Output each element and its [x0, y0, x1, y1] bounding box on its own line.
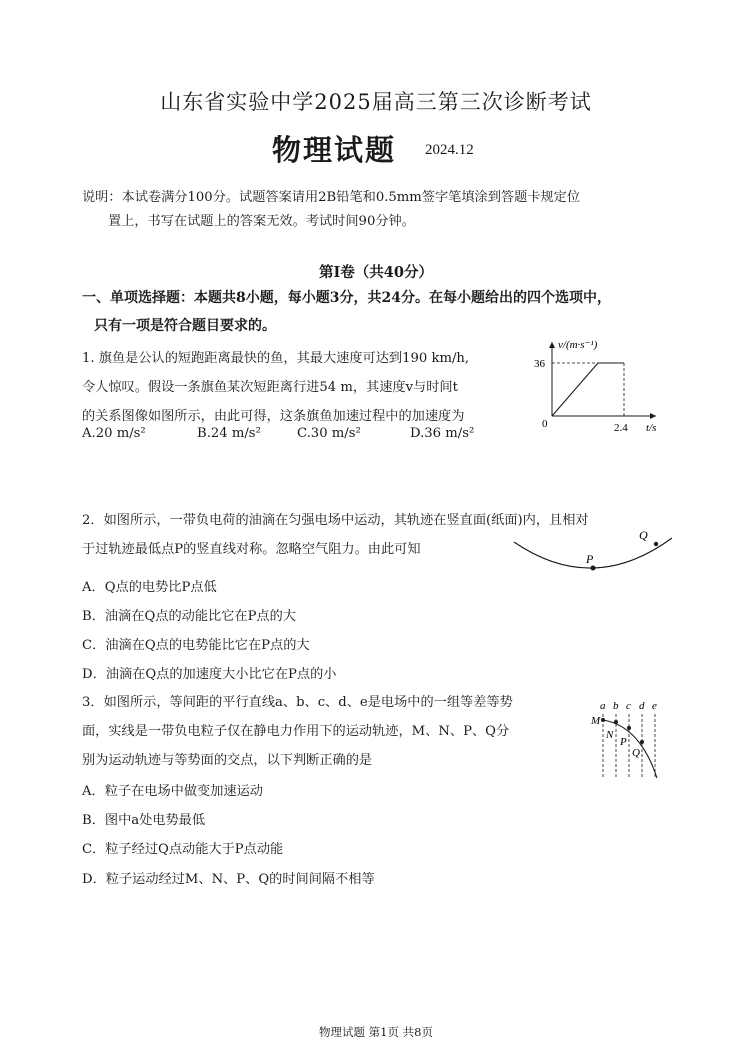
graph-y-tick-36: 36 — [534, 358, 545, 370]
part-one-title: 第Ⅰ卷（共40分） — [319, 264, 433, 281]
line-label-e: e — [652, 700, 657, 712]
question-3-figure — [588, 698, 672, 780]
question-2-line-2: 于过轨迹最低点P的竖直线对称。忽略空气阻力。由此可知 — [82, 542, 421, 557]
point-n-dot — [614, 720, 618, 724]
question-1-options — [82, 426, 532, 441]
question-1-vt-graph — [530, 334, 670, 436]
question-1-option-c[interactable]: C.30 m/s² — [297, 426, 361, 441]
graph-x-label: t/s — [646, 422, 657, 434]
question-2-figure — [506, 522, 682, 580]
line-label-d: d — [639, 700, 645, 712]
line-label-c: c — [626, 700, 631, 712]
question-1-line-1: 1. 旗鱼是公认的短跑距离最快的鱼，其最大速度可达到190 km/h, — [82, 351, 470, 366]
exam-school-title: 山东省实验中学2025届高三第三次诊断考试 — [160, 90, 592, 114]
graph-x-tick-2-4: 2.4 — [614, 422, 628, 434]
point-q-dot — [640, 740, 644, 744]
label-m: M — [591, 715, 601, 727]
question-2-option-d[interactable]: D．油滴在Q点的加速度大小比它在P点的小 — [82, 667, 337, 682]
question-3-line-2: 面，实线是一带负电粒子仅在静电力作用下的运动轨迹，M、N、P、Q分 — [82, 724, 510, 739]
point-p-dot — [627, 726, 631, 730]
question-3-option-b[interactable]: B．图中a处电势最低 — [82, 813, 206, 828]
point-p-dot — [591, 566, 596, 571]
question-1-line-3: 的关系图像如图所示，由此可得，这条旗鱼加速过程中的加速度为 — [82, 409, 465, 424]
point-m-dot — [601, 718, 605, 722]
line-label-b: b — [613, 700, 619, 712]
line-label-a: a — [600, 700, 606, 712]
question-1-option-a[interactable]: A.20 m/s² — [82, 426, 146, 441]
instructions-line-1: 说明：本试卷满分100分。试题答案请用2B铅笔和0.5mm签字笔填涂到答题卡规定位 — [82, 190, 581, 205]
question-3-option-d[interactable]: D．粒子运动经过M、N、P、Q的时间间隔不相等 — [82, 872, 375, 887]
exam-subject-title: 物理试题 — [272, 133, 397, 167]
section-one-heading — [82, 284, 702, 340]
graph-y-label: v/(m·s⁻¹) — [558, 339, 598, 351]
question-3-option-c[interactable]: C．粒子经过Q点动能大于P点动能 — [82, 842, 284, 857]
question-2-option-a[interactable]: A．Q点的电势比P点低 — [82, 580, 217, 595]
label-q: Q — [632, 747, 640, 759]
exam-instructions — [82, 186, 694, 234]
question-3-line-3: 别为运动轨迹与等势面的交点，以下判断正确的是 — [82, 753, 373, 768]
instructions-line-2: 置上，书写在试题上的答案无效。考试时间90分钟。 — [108, 214, 415, 229]
question-3-option-a[interactable]: A．粒子在电场中做变加速运动 — [82, 784, 263, 799]
question-1-option-d[interactable]: D.36 m/s² — [410, 426, 475, 441]
question-3-line-1: 3．如图所示，等间距的平行直线a、b、c、d、e是电场中的一组等差等势 — [82, 695, 513, 710]
section-one-line-1: 一、单项选择题：本题共8小题，每小题3分，共24分。在每小题给出的四个选项中， — [82, 290, 611, 306]
label-q: Q — [639, 528, 648, 542]
question-2-option-c[interactable]: C．油滴在Q点的电势能比它在P点的大 — [82, 638, 310, 653]
point-q-dot — [654, 542, 658, 546]
page-footer: 物理试题 第1页 共8页 — [319, 1025, 433, 1039]
exam-date: 2024.12 — [425, 142, 474, 158]
graph-accel-segment — [552, 363, 598, 416]
label-p: P — [620, 736, 627, 748]
question-2-line-1: 2．如图所示，一带负电荷的油滴在匀强电场中运动，其轨迹在竖直面(纸面)内，且相对 — [82, 513, 589, 528]
label-n: N — [606, 729, 614, 741]
label-p: P — [586, 552, 594, 566]
question-1-stem — [82, 344, 532, 431]
question-1-line-2: 令人惊叹。假设一条旗鱼某次短距离行进54 m，其速度v与时间t — [82, 380, 458, 395]
question-2-option-b[interactable]: B．油滴在Q点的动能比它在P点的大 — [82, 609, 296, 624]
question-1-option-b[interactable]: B.24 m/s² — [197, 426, 261, 441]
graph-origin: 0 — [542, 418, 548, 430]
section-one-line-2: 只有一项是符合题目要求的。 — [94, 318, 276, 334]
question-3-stem — [82, 688, 594, 775]
